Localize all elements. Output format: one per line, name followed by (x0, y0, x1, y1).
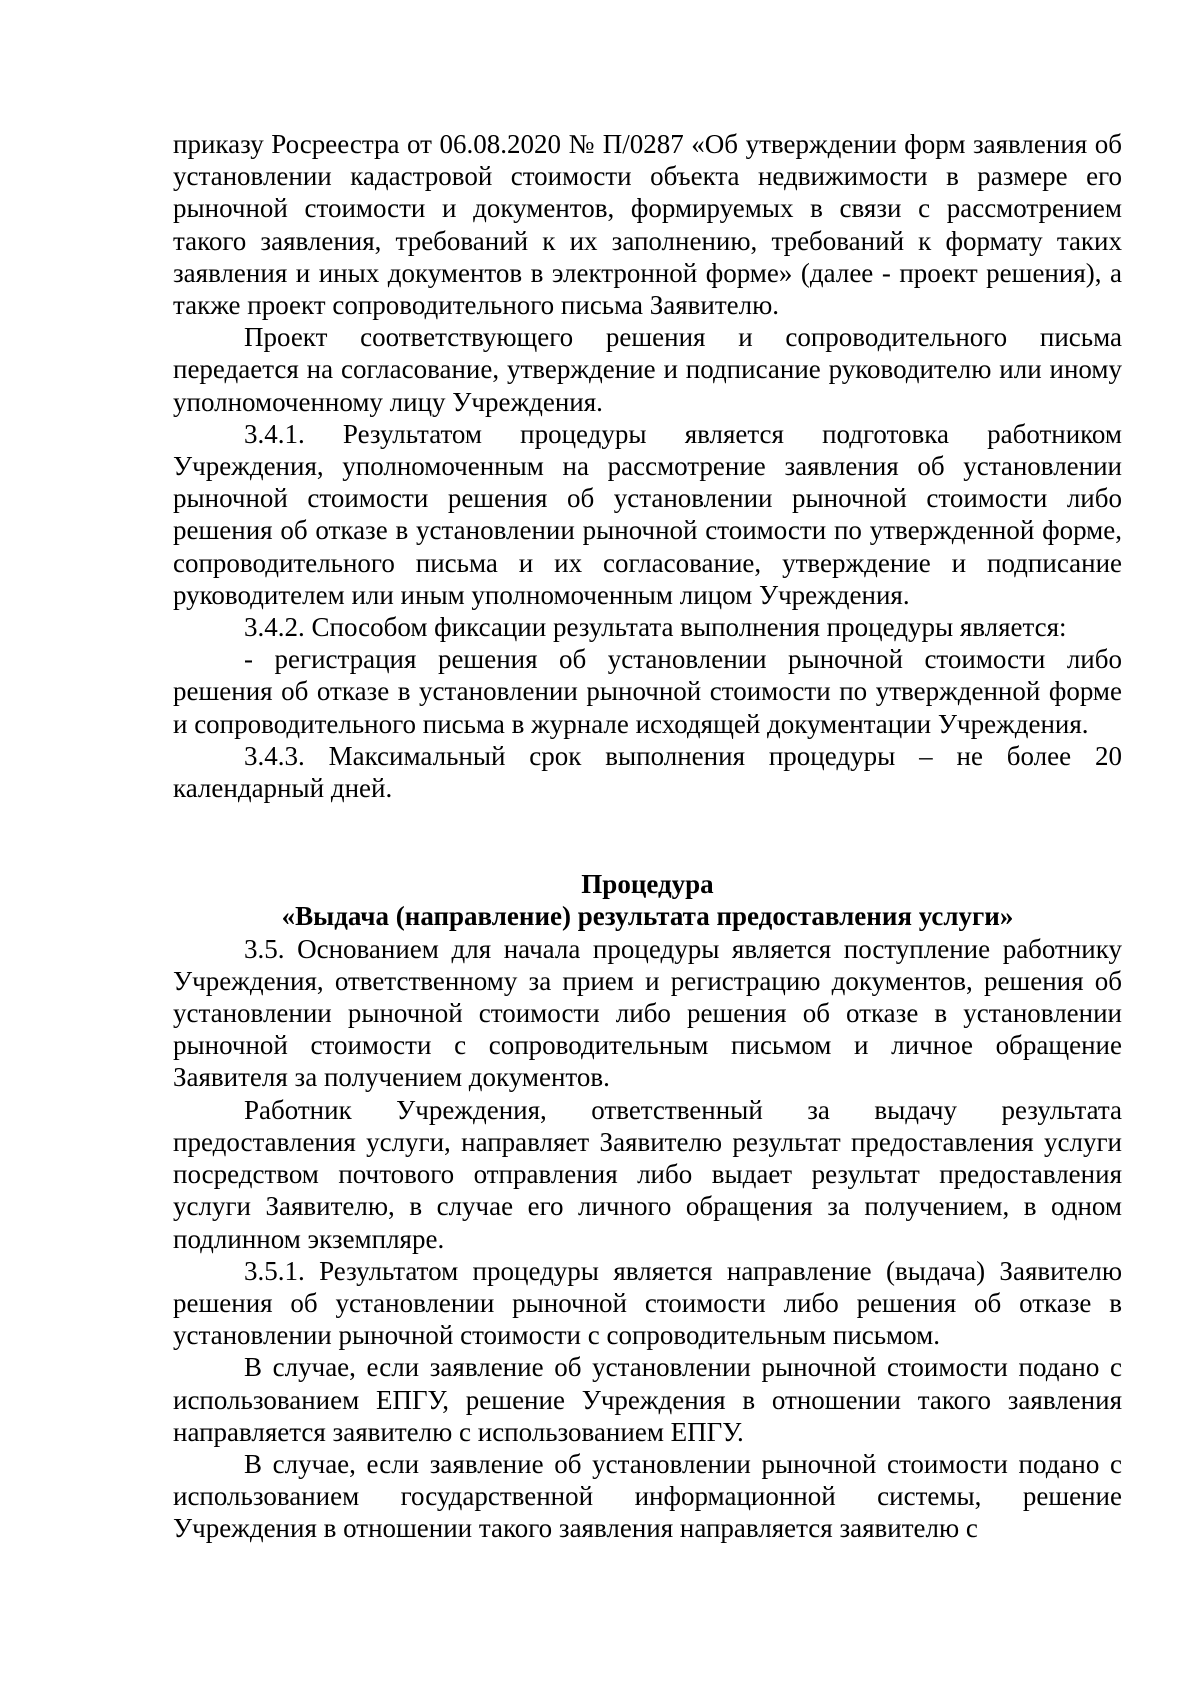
paragraph-epgu: В случае, если заявление об установлении рыночной стоимости подано с использованием ЕПГУ, решение Учреждения в отношении такого заявления направляется заявителю с использованием ЕПГУ. (173, 1352, 1122, 1447)
section-title: «Выдача (направление) результата предоставления услуги» (281, 901, 1014, 932)
paragraph-3-4-1: 3.4.1. Результатом процедуры является подготовка работником Учреждения, уполномоченным на рассмотрение заявления об установлении рыночной стоимости решения об установлении рыночной стоимости либо решения об отказе в установлении рыночной стоимости по утвержденной форме, сопроводительного письма и их согласование, утверждение и подписание руководителем или иным уполномоченным лицом Учреждения. (173, 418, 1122, 610)
section-heading: Процедура (581, 869, 714, 900)
paragraph-draft-approval: Проект соответствующего решения и сопроводительного письма передается на согласование, утверждение и подписание руководителю или иному уполномоченному лицу Учреждения. (173, 322, 1122, 417)
paragraph-order-reference: приказу Росреестра от 06.08.2020 № П/0287 «Об утверждении форм заявления об установлении кадастровой стоимости объекта недвижимости в размере его рыночной стоимости и документов, формируемых в связи с рассмотрением такого заявления, требований к их заполнению, требований к формату таких заявления и иных документов в электронной форме» (далее - проект решения), а также проект сопроводительного письма Заявителю. (173, 129, 1122, 321)
document-page (173, 128, 1122, 1545)
paragraph-registration-item: - регистрация решения об установлении рыночной стоимости либо решения об отказе в установлении рыночной стоимости по утвержденной форме и сопроводительного письма в журнале исходящей документации Учреждения. (173, 644, 1122, 739)
paragraph-3-4-2: 3.4.2. Способом фиксации результата выполнения процедуры является: (244, 612, 1067, 643)
paragraph-gis: В случае, если заявление об установлении рыночной стоимости подано с использованием государственной информационной системы, решение Учреждения в отношении такого заявления направляется заявителю с (173, 1448, 1122, 1544)
paragraph-3-4-3: 3.4.3. Максимальный срок выполнения процедуры – не более 20 календарный дней. (173, 740, 1122, 804)
paragraph-issuer: Работник Учреждения, ответственный за выдачу результата предоставления услуги, направляет Заявителю результат предоставления услуги посредством почтового отправления либо выдает результат предоставления услуги Заявителю, в случае его личного обращения за получением, в одном подлинном экземпляре. (173, 1094, 1122, 1254)
paragraph-3-5-1: 3.5.1. Результатом процедуры является направление (выдача) Заявителю решения об установлении рыночной стоимости либо решения об отказе в установлении рыночной стоимости с сопроводительным письмом. (173, 1255, 1122, 1351)
paragraph-3-5: 3.5. Основанием для начала процедуры является поступление работнику Учреждения, ответственному за прием и регистрацию документов, решения об установлении рыночной стоимости либо решения об отказе в установлении рыночной стоимости с сопроводительным письмом и личное обращение Заявителя за получением документов. (173, 933, 1122, 1093)
